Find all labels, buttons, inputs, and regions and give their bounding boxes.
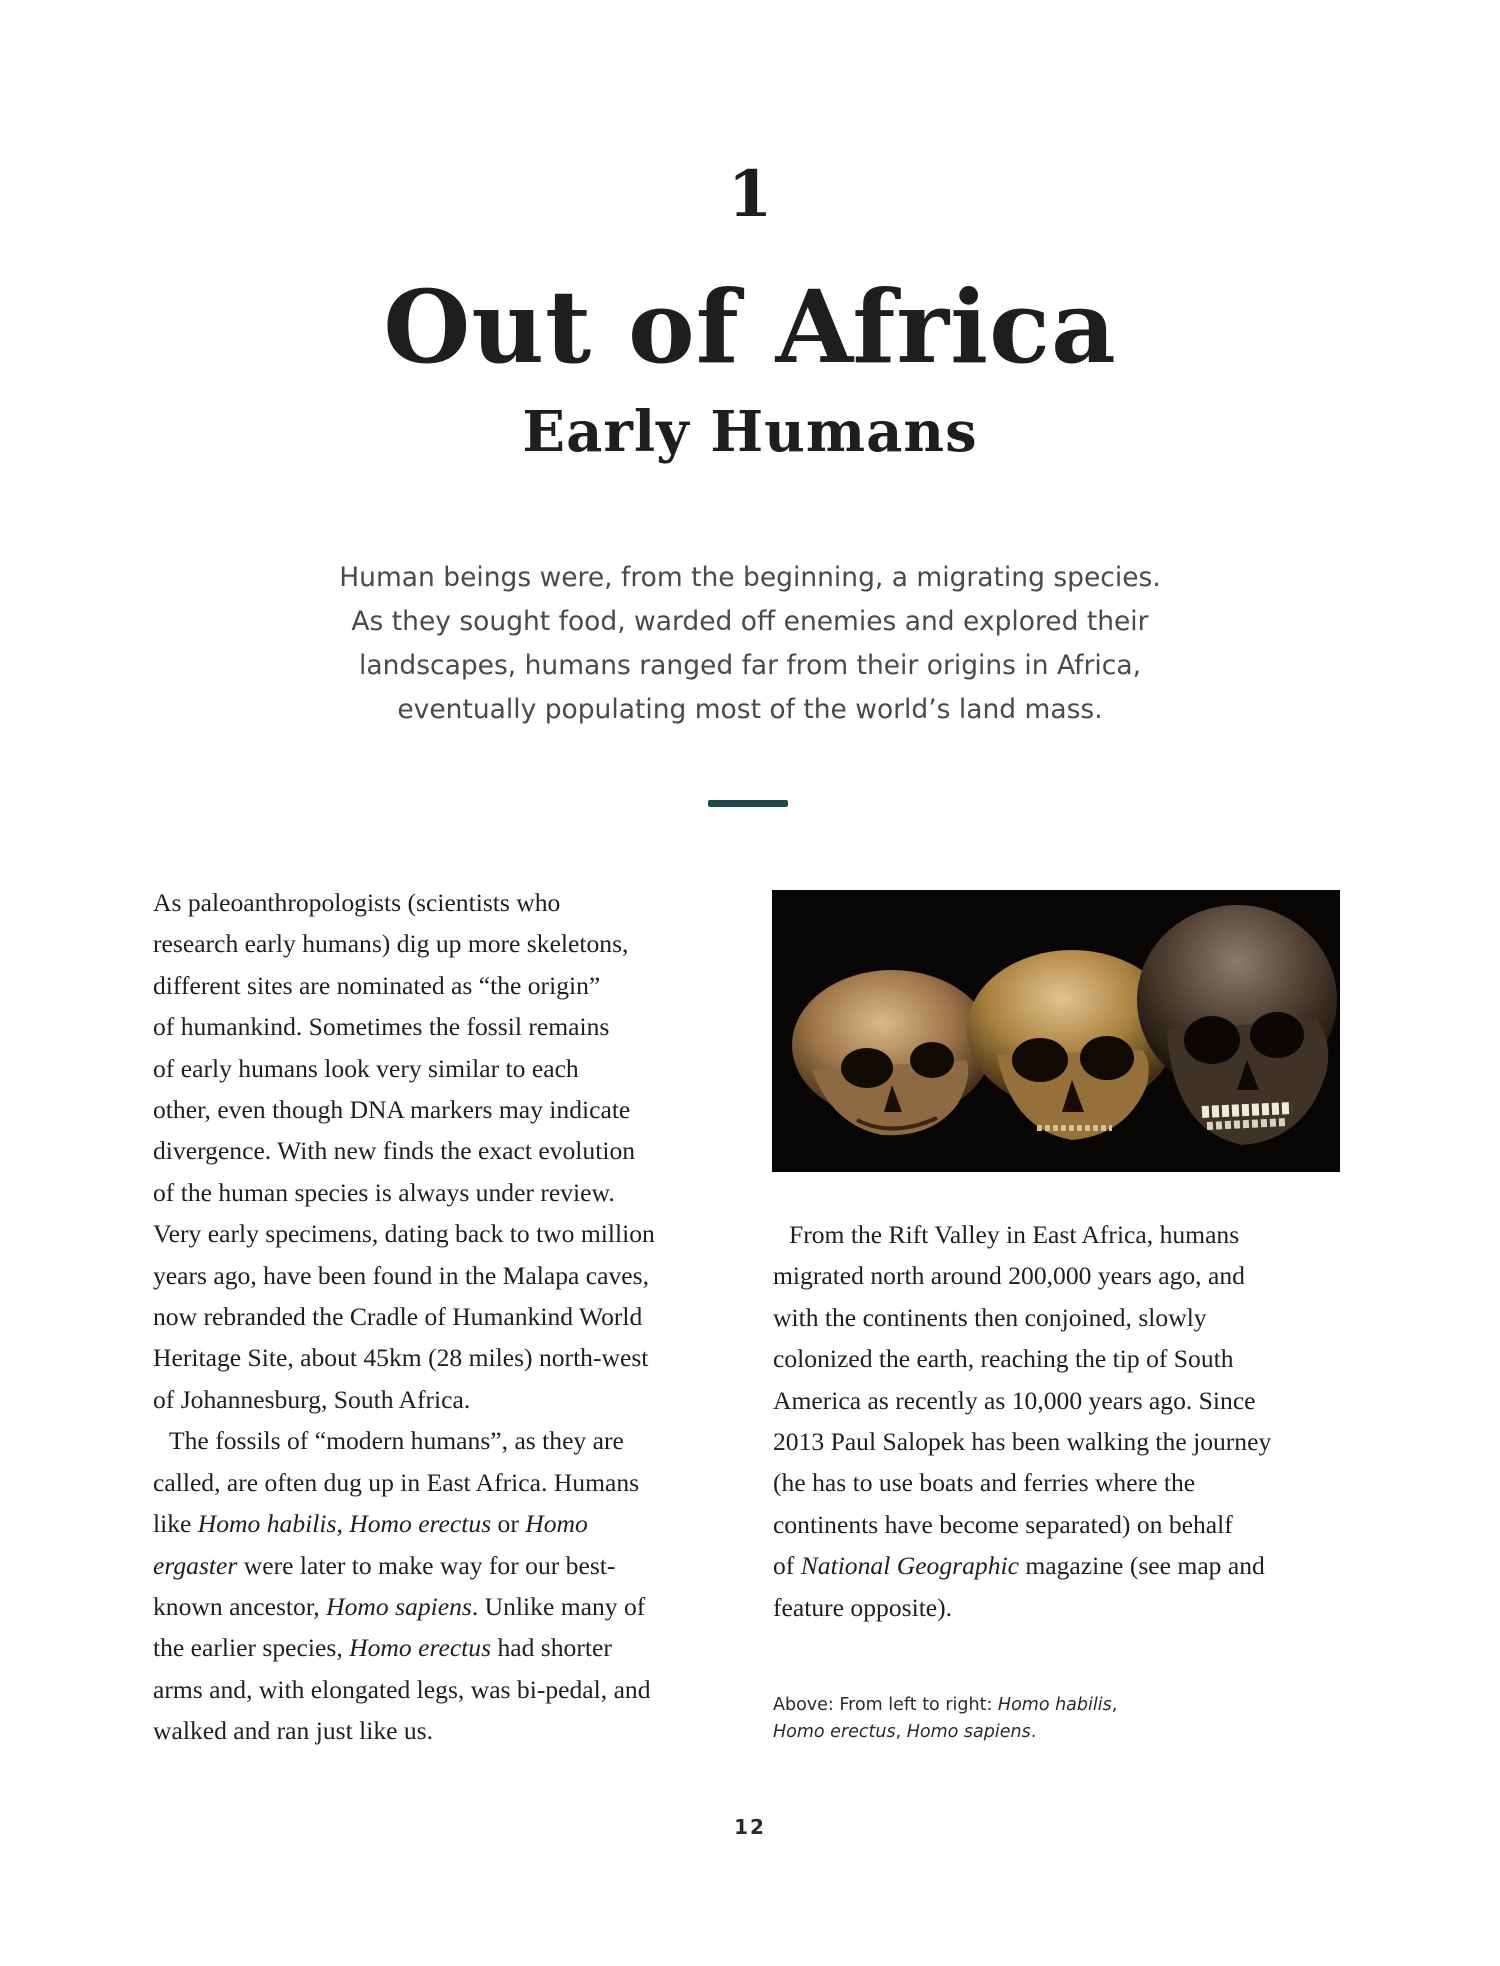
body-line: Heritage Site, about 45km (28 miles) north-west	[153, 1343, 649, 1373]
body-line: (he has to use boats and ferries where the	[773, 1468, 1196, 1498]
body-line: other, even though DNA markers may indicate	[153, 1095, 631, 1125]
species-name: Homo sapiens	[326, 1591, 472, 1621]
body-line	[773, 1545, 1353, 1586]
species-name: Homo erectus	[773, 1722, 896, 1742]
page-number: 12	[734, 1815, 766, 1839]
right-body-column	[773, 1214, 1353, 1628]
caption-text: Above: From left to right:	[773, 1695, 998, 1715]
body-line: America as recently as 10,000 years ago. Since	[773, 1385, 1256, 1415]
photo-caption	[773, 1692, 1333, 1746]
caption-text: ,	[895, 1722, 907, 1742]
chapter-title: Out of Africa	[383, 268, 1117, 386]
body-line: research early humans) dig up more skeletons,	[153, 929, 629, 959]
body-line: years ago, have been found in the Malapa caves,	[153, 1260, 650, 1290]
body-text: were later to make way for our best-	[237, 1550, 616, 1580]
body-line: From the Rift Valley in East Africa, humans	[789, 1220, 1240, 1249]
body-text: magazine (see map and	[1018, 1551, 1265, 1581]
body-line: feature opposite).	[773, 1592, 953, 1622]
body-line: The fossils of “modern humans”, as they are	[169, 1426, 624, 1456]
body-text: had shorter	[491, 1633, 612, 1663]
skulls-photo	[772, 890, 1340, 1172]
species-name: Homo	[525, 1509, 588, 1539]
species-name: Homo sapiens	[906, 1722, 1031, 1742]
body-line	[153, 1627, 743, 1668]
intro-line: Human beings were, from the beginning, a migrating species.	[339, 562, 1161, 593]
body-text: the earlier species,	[153, 1633, 350, 1663]
caption-line	[773, 1719, 1333, 1746]
species-name: Homo habilis	[197, 1509, 337, 1539]
left-body-column	[153, 882, 743, 1752]
magazine-name: National Geographic	[800, 1551, 1019, 1581]
body-text: known ancestor,	[153, 1591, 327, 1621]
species-name: ergaster	[153, 1550, 238, 1580]
body-line: As paleoanthropologists (scientists who	[153, 888, 561, 917]
caption-text: ,	[1111, 1695, 1118, 1715]
body-line: 2013 Paul Salopek has been walking the journey	[773, 1427, 1272, 1457]
body-text: ,	[336, 1509, 350, 1539]
intro-line: landscapes, humans ranged far from their origins in Africa,	[359, 650, 1141, 681]
skulls-photo-icon	[772, 890, 1340, 1172]
intro-paragraph	[250, 556, 1250, 732]
caption-text: .	[1030, 1722, 1037, 1742]
body-text: or	[491, 1509, 526, 1539]
caption-line	[773, 1692, 1333, 1719]
section-divider	[708, 800, 788, 807]
body-line: called, are often dug up in East Africa. Humans	[153, 1467, 640, 1497]
body-line: walked and ran just like us.	[153, 1716, 434, 1746]
body-line: continents have become separated) on behalf	[773, 1509, 1233, 1539]
chapter-number: 1	[727, 157, 773, 232]
body-line: now rebranded the Cradle of Humankind World	[153, 1302, 643, 1332]
body-text: . Unlike many of	[471, 1591, 646, 1621]
body-text: of	[773, 1551, 801, 1581]
body-line: with the continents then conjoined, slowly	[773, 1302, 1207, 1332]
body-line: of the human species is always under review.	[153, 1177, 615, 1207]
body-line	[153, 1545, 743, 1586]
body-line: arms and, with elongated legs, was bi-pedal, and	[153, 1674, 651, 1704]
body-line: migrated north around 200,000 years ago, and	[773, 1261, 1245, 1291]
species-name: Homo erectus	[349, 1633, 492, 1663]
body-line: Very early specimens, dating back to two million	[153, 1219, 655, 1249]
body-line: of Johannesburg, South Africa.	[153, 1384, 471, 1414]
body-line: colonized the earth, reaching the tip of South	[773, 1344, 1234, 1374]
intro-line: eventually populating most of the world’s land mass.	[397, 694, 1103, 725]
body-line	[153, 1503, 743, 1544]
species-name: Homo habilis	[997, 1695, 1112, 1715]
body-line: of humankind. Sometimes the fossil remains	[153, 1012, 610, 1042]
intro-line: As they sought food, warded off enemies and explored their	[351, 606, 1149, 637]
body-line	[153, 1586, 743, 1627]
body-line: of early humans look very similar to each	[153, 1053, 579, 1083]
body-text: like	[153, 1509, 198, 1539]
body-line: divergence. With new finds the exact evolution	[153, 1136, 636, 1166]
chapter-subtitle: Early Humans	[522, 399, 978, 465]
species-name: Homo erectus	[349, 1509, 492, 1539]
body-line: different sites are nominated as “the origin”	[153, 970, 601, 1000]
